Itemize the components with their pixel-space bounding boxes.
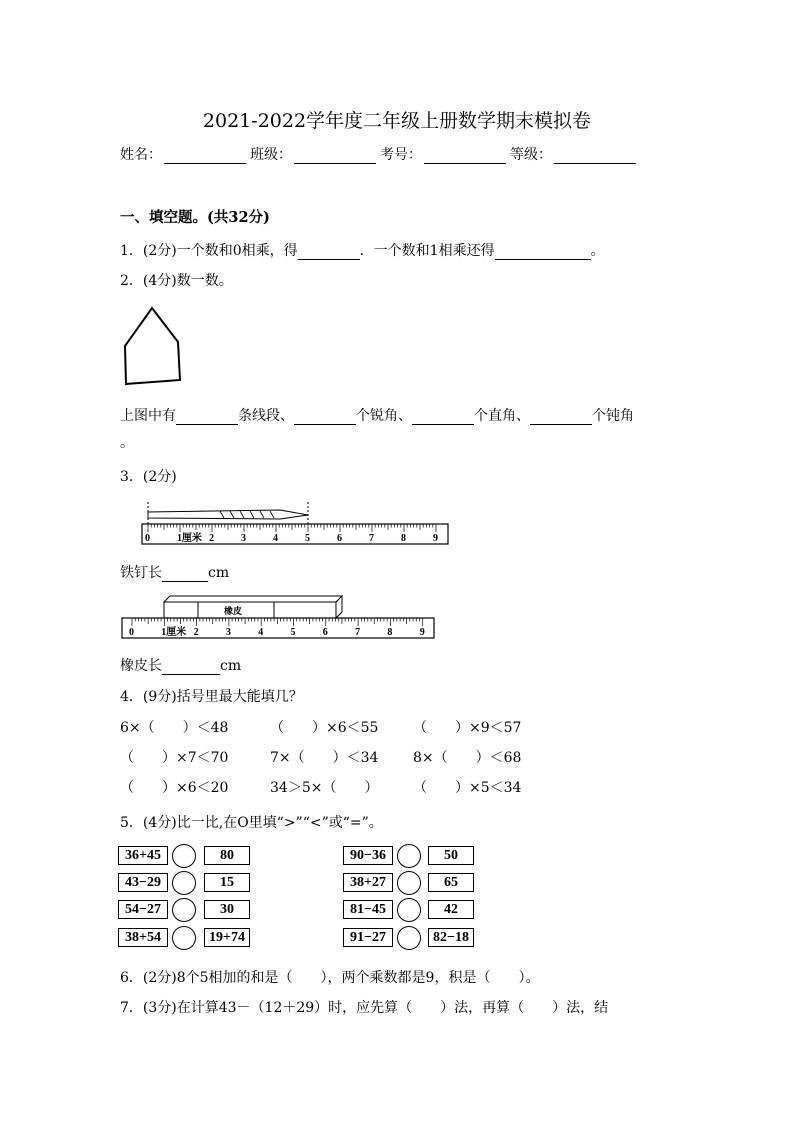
ruler-label: 7 [355,627,361,638]
q4-item[interactable]: 6×（ ）＜48 [120,720,229,736]
q4-item[interactable]: （ ）×6＜20 [120,780,229,796]
q4-item[interactable]: 8×（ ）＜68 [413,750,522,766]
question-7: 7．(3分)在计算43－（12＋29）时，应先算（ ）法，再算（ ）法，结 [120,1000,609,1016]
ruler-label: 5 [305,533,310,544]
compare-circle-blank[interactable] [397,926,421,950]
question-2-blanks: 上图中有 条线段、 个锐角、 个直角、 个钝角 [120,408,634,424]
name-label: 姓名： [120,147,162,163]
compare-right-expression: 65 [428,873,474,892]
compare-left-expression: 38+54 [118,928,168,947]
question-2-heading: 2．(4分)数一数。 [120,273,233,289]
question-4-heading: 4．(9分)括号里最大能填几？ [120,689,303,705]
house-outline [125,308,180,384]
ruler-label: 3 [225,627,231,638]
ruler-label: 5 [290,627,296,638]
ruler-label: 2 [193,627,199,638]
q2-blank-segments[interactable] [176,410,238,425]
ruler-label: 0 [129,627,134,638]
section-heading: 一、填空题。(共32分) [120,209,270,226]
compare-circle-blank[interactable] [172,844,196,868]
compare-circle-blank[interactable] [397,898,421,922]
q4-item[interactable]: （ ）×7＜70 [120,750,229,766]
q2-blank-obtuse[interactable] [530,410,592,425]
q1-blank-2[interactable] [495,245,591,260]
compare-circle-blank[interactable] [172,871,196,895]
student-info-row [120,144,640,164]
compare-left-expression: 54−27 [118,900,168,919]
compare-left-expression: 36+45 [118,846,168,865]
ruler-nail-figure [140,500,452,546]
question-6: 6．(2分)8个5相加的和是（ ），两个乘数都是9，积是（ ）。 [120,970,540,986]
compare-right-expression: 42 [428,900,474,919]
compare-left-expression: 90−36 [343,846,393,865]
ruler-label: 9 [419,627,425,638]
ruler-label: 6 [337,533,342,544]
compare-right-expression: 50 [428,846,474,865]
ruler-label: 1厘米 [161,627,187,638]
compare-right-expression: 30 [204,900,250,919]
q2-blank-acute[interactable] [294,410,356,425]
ruler-label: 1厘米 [177,533,202,544]
page-title: 2021-2022学年度二年级上册数学期末模拟卷 [202,110,592,132]
eraser-label: 橡皮 [224,606,243,616]
question-5-heading: 5．(4分)比一比,在O里填“>”“<”或“=”。 [120,815,383,831]
ruler-label: 0 [145,533,150,544]
q4-item[interactable]: （ ）×6＜55 [270,720,379,736]
exam-no-label: 考号： [380,147,422,163]
q2-blank-right[interactable] [412,410,474,425]
compare-right-expression: 80 [204,846,250,865]
ruler-label: 6 [322,627,328,638]
class-label: 班级： [250,147,292,163]
compare-left-expression: 81−45 [343,900,393,919]
question-2-end: 。 [120,435,134,451]
ruler-label: 3 [241,533,246,544]
compare-right-expression: 82−18 [428,928,474,947]
compare-left-expression: 38+27 [343,873,393,892]
compare-left-expression: 43−29 [118,873,168,892]
question-1: 1．(2分)一个数和0相乘，得 ．一个数和1相乘还得 。 [120,243,605,259]
q4-item[interactable]: 7×（ ）＜34 [270,750,379,766]
compare-right-expression: 19+74 [204,928,250,947]
grade-blank[interactable] [554,149,636,164]
name-blank[interactable] [164,149,246,164]
grade-label: 等级： [510,147,552,163]
ruler-label: 2 [209,533,214,544]
ruler-label: 8 [401,533,406,544]
compare-circle-blank[interactable] [397,844,421,868]
q4-item[interactable]: （ ）×9＜57 [413,720,522,736]
eraser-shape [164,602,336,618]
eraser-length-blank[interactable] [162,660,220,675]
compare-left-expression: 91−27 [343,928,393,947]
q4-item[interactable]: 34＞5×（ ） [270,780,379,796]
compare-circle-blank[interactable] [397,871,421,895]
nail-length-blank[interactable] [162,567,208,582]
compare-circle-blank[interactable] [172,898,196,922]
ruler-eraser-figure [120,594,438,640]
class-blank[interactable] [294,149,376,164]
nail-shape [148,510,308,519]
ruler-label: 9 [433,533,438,544]
eraser-length-line: 橡皮长 cm [120,658,242,674]
compare-circle-blank[interactable] [172,926,196,950]
exam-no-blank[interactable] [424,149,506,164]
q1-blank-1[interactable] [298,245,360,260]
ruler-label: 7 [369,533,374,544]
nail-length-line: 铁钉长 cm [120,565,230,581]
compare-right-expression: 15 [204,873,250,892]
question-3-heading: 3．(2分) [120,469,177,485]
ruler-label: 4 [258,627,264,638]
ruler-label: 4 [273,533,278,544]
q4-item[interactable]: （ ）×5＜34 [413,780,522,796]
house-shape-figure [118,302,188,388]
ruler-label: 8 [387,627,393,638]
